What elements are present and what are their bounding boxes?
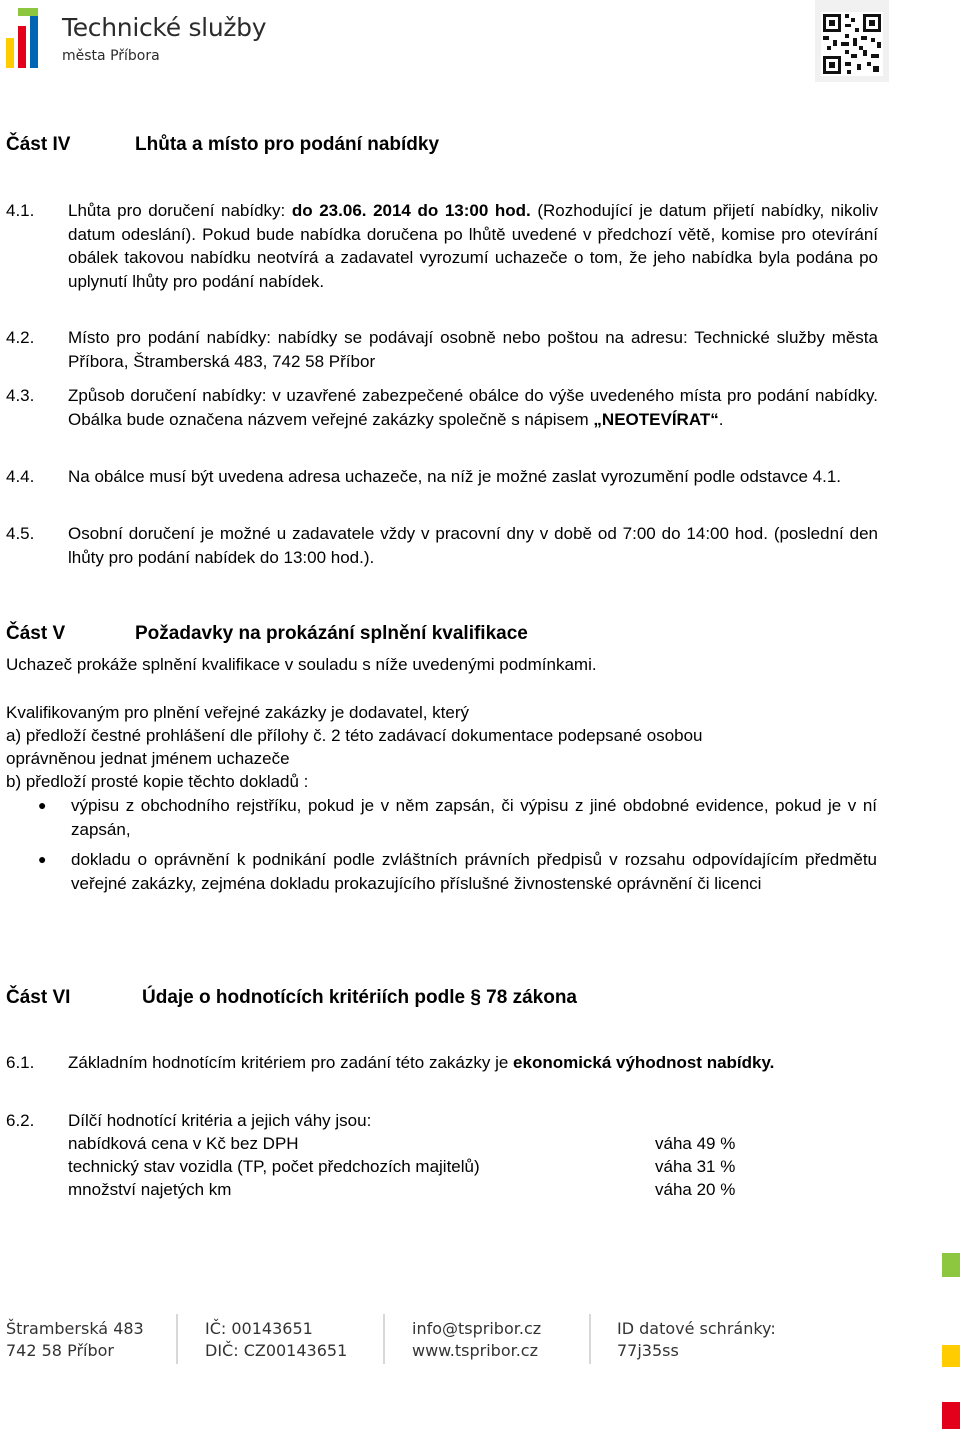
footer-contacts [412,1318,541,1362]
item-number: 4.4. [6,467,35,486]
bullet-item: dokladu o oprávnění k podnikání podle zvláštních právních předpisů v rozsahu odpovídajícím předmětu veřejné zakázky, zejména dokladu prokazujícího příslušné živnostenské oprávnění či licenci [71,850,877,893]
criterion-weight: váha 49 % [655,1134,736,1153]
paragraph-4-5: Osobní doručení je možné u zadavatele vždy v pracovní dny v době od 7:00 do 14:00 hod. (poslední den lhůty pro podání nabídek do 13:00 hod.). [68,524,878,567]
footer-web[interactable]: www.tspribor.cz [412,1341,538,1360]
brand-subtitle: města Příbora [62,48,160,64]
footer-address: Štramberská 483 742 58 Příbor [6,1319,144,1360]
criterion-weight: váha 20 % [655,1180,736,1199]
logo-mark [6,8,46,72]
criterion-name: nabídková cena v Kč bez DPH [68,1134,299,1153]
part4-label: Část IV [6,134,71,155]
corner-block-yellow [942,1345,960,1367]
criterion-name: technický stav vozidla (TP, počet předchozích majitelů) [68,1157,480,1176]
part5-line2b: oprávněnou jednat jménem uchazeče [6,749,290,768]
part6-title: Údaje o hodnotících kritériích podle § 78 zákona [142,987,577,1008]
part5-line3: b) předloží prosté kopie těchto dokladů : [6,772,309,791]
item-number: 4.1. [6,201,35,220]
footer-email[interactable]: info@tspribor.cz [412,1319,542,1338]
part5-intro: Uchazeč prokáže splnění kvalifikace v souladu s níže uvedenými podmínkami. [6,655,597,674]
bullet-icon: ● [38,797,47,813]
footer-databox: ID datové schránky: 77j35ss [617,1319,776,1360]
paragraph-4-2: Místo pro podání nabídky: nabídky se podávají osobně nebo poštou na adresu: Technické služby města Příbora, Štramberská 483, 742 58 Příbor [68,328,878,371]
paragraph-6-1: Základním hodnotícím kritériem pro zadání této zakázky je ekonomická výhodnost nabídky. [68,1053,775,1072]
footer-divider [383,1314,385,1364]
paragraph-4-3: Způsob doručení nabídky: v uzavřené zabezpečené obálce do výše uvedeného místa pro podání nabídky. Obálka bude označena názvem veřejné zakázky společně s nápisem „NEOTEVÍRAT“. [68,386,878,429]
corner-block-green [942,1253,960,1277]
brand-title: Technické služby [62,13,267,42]
item-number: 4.2. [6,328,35,347]
qr-code [815,0,889,82]
item-number: 4.5. [6,524,35,543]
footer-divider [589,1314,591,1364]
paragraph-4-4: Na obálce musí být uvedena adresa uchazeče, na níž je možné zaslat vyrozumění podle odstavce 4.1. [68,467,842,486]
part5-title: Požadavky na prokázání splnění kvalifikace [135,623,528,644]
paragraph-6-2: Dílčí hodnotící kritéria a jejich váhy jsou: [68,1111,372,1130]
part4-title: Lhůta a místo pro podání nabídky [135,134,440,155]
item-number: 6.2. [6,1111,35,1130]
footer-ids: IČ: 00143651 DIČ: CZ00143651 [205,1319,348,1360]
item-number: 6.1. [6,1053,35,1072]
part5-label: Část V [6,623,66,644]
part5-line2a: a) předloží čestné prohlášení dle přílohy č. 2 této zadávací dokumentace podepsané osobou [6,726,703,745]
bullet-item: výpisu z obchodního rejstříku, pokud je v něm zapsán, či výpisu z jiné obdobné evidence, pokud je v ní zapsán, [71,796,877,839]
footer-divider [176,1314,178,1364]
paragraph-4-1: Lhůta pro doručení nabídky: do 23.06. 2014 do 13:00 hod. (Rozhodující je datum přijetí nabídky, nikoliv datum odeslání). Pokud bude nabídka doručena po lhůtě uvedené v předchozí větě, komise pro otevírání obálek takovou nabídku neotvírá a zadavatel vyrozumí uchazeče o tom, že jeho nabídka byla podána po uplynutí lhůty pro podání nabídek. [68,201,878,291]
criterion-weight: váha 31 % [655,1157,736,1176]
part6-label: Část VI [6,987,71,1008]
part5-line1: Kvalifikovaným pro plnění veřejné zakázky je dodavatel, který [6,703,470,722]
item-number: 4.3. [6,386,35,405]
criterion-name: množství najetých km [68,1180,232,1199]
corner-block-red [942,1402,960,1429]
bullet-icon: ● [38,851,47,867]
